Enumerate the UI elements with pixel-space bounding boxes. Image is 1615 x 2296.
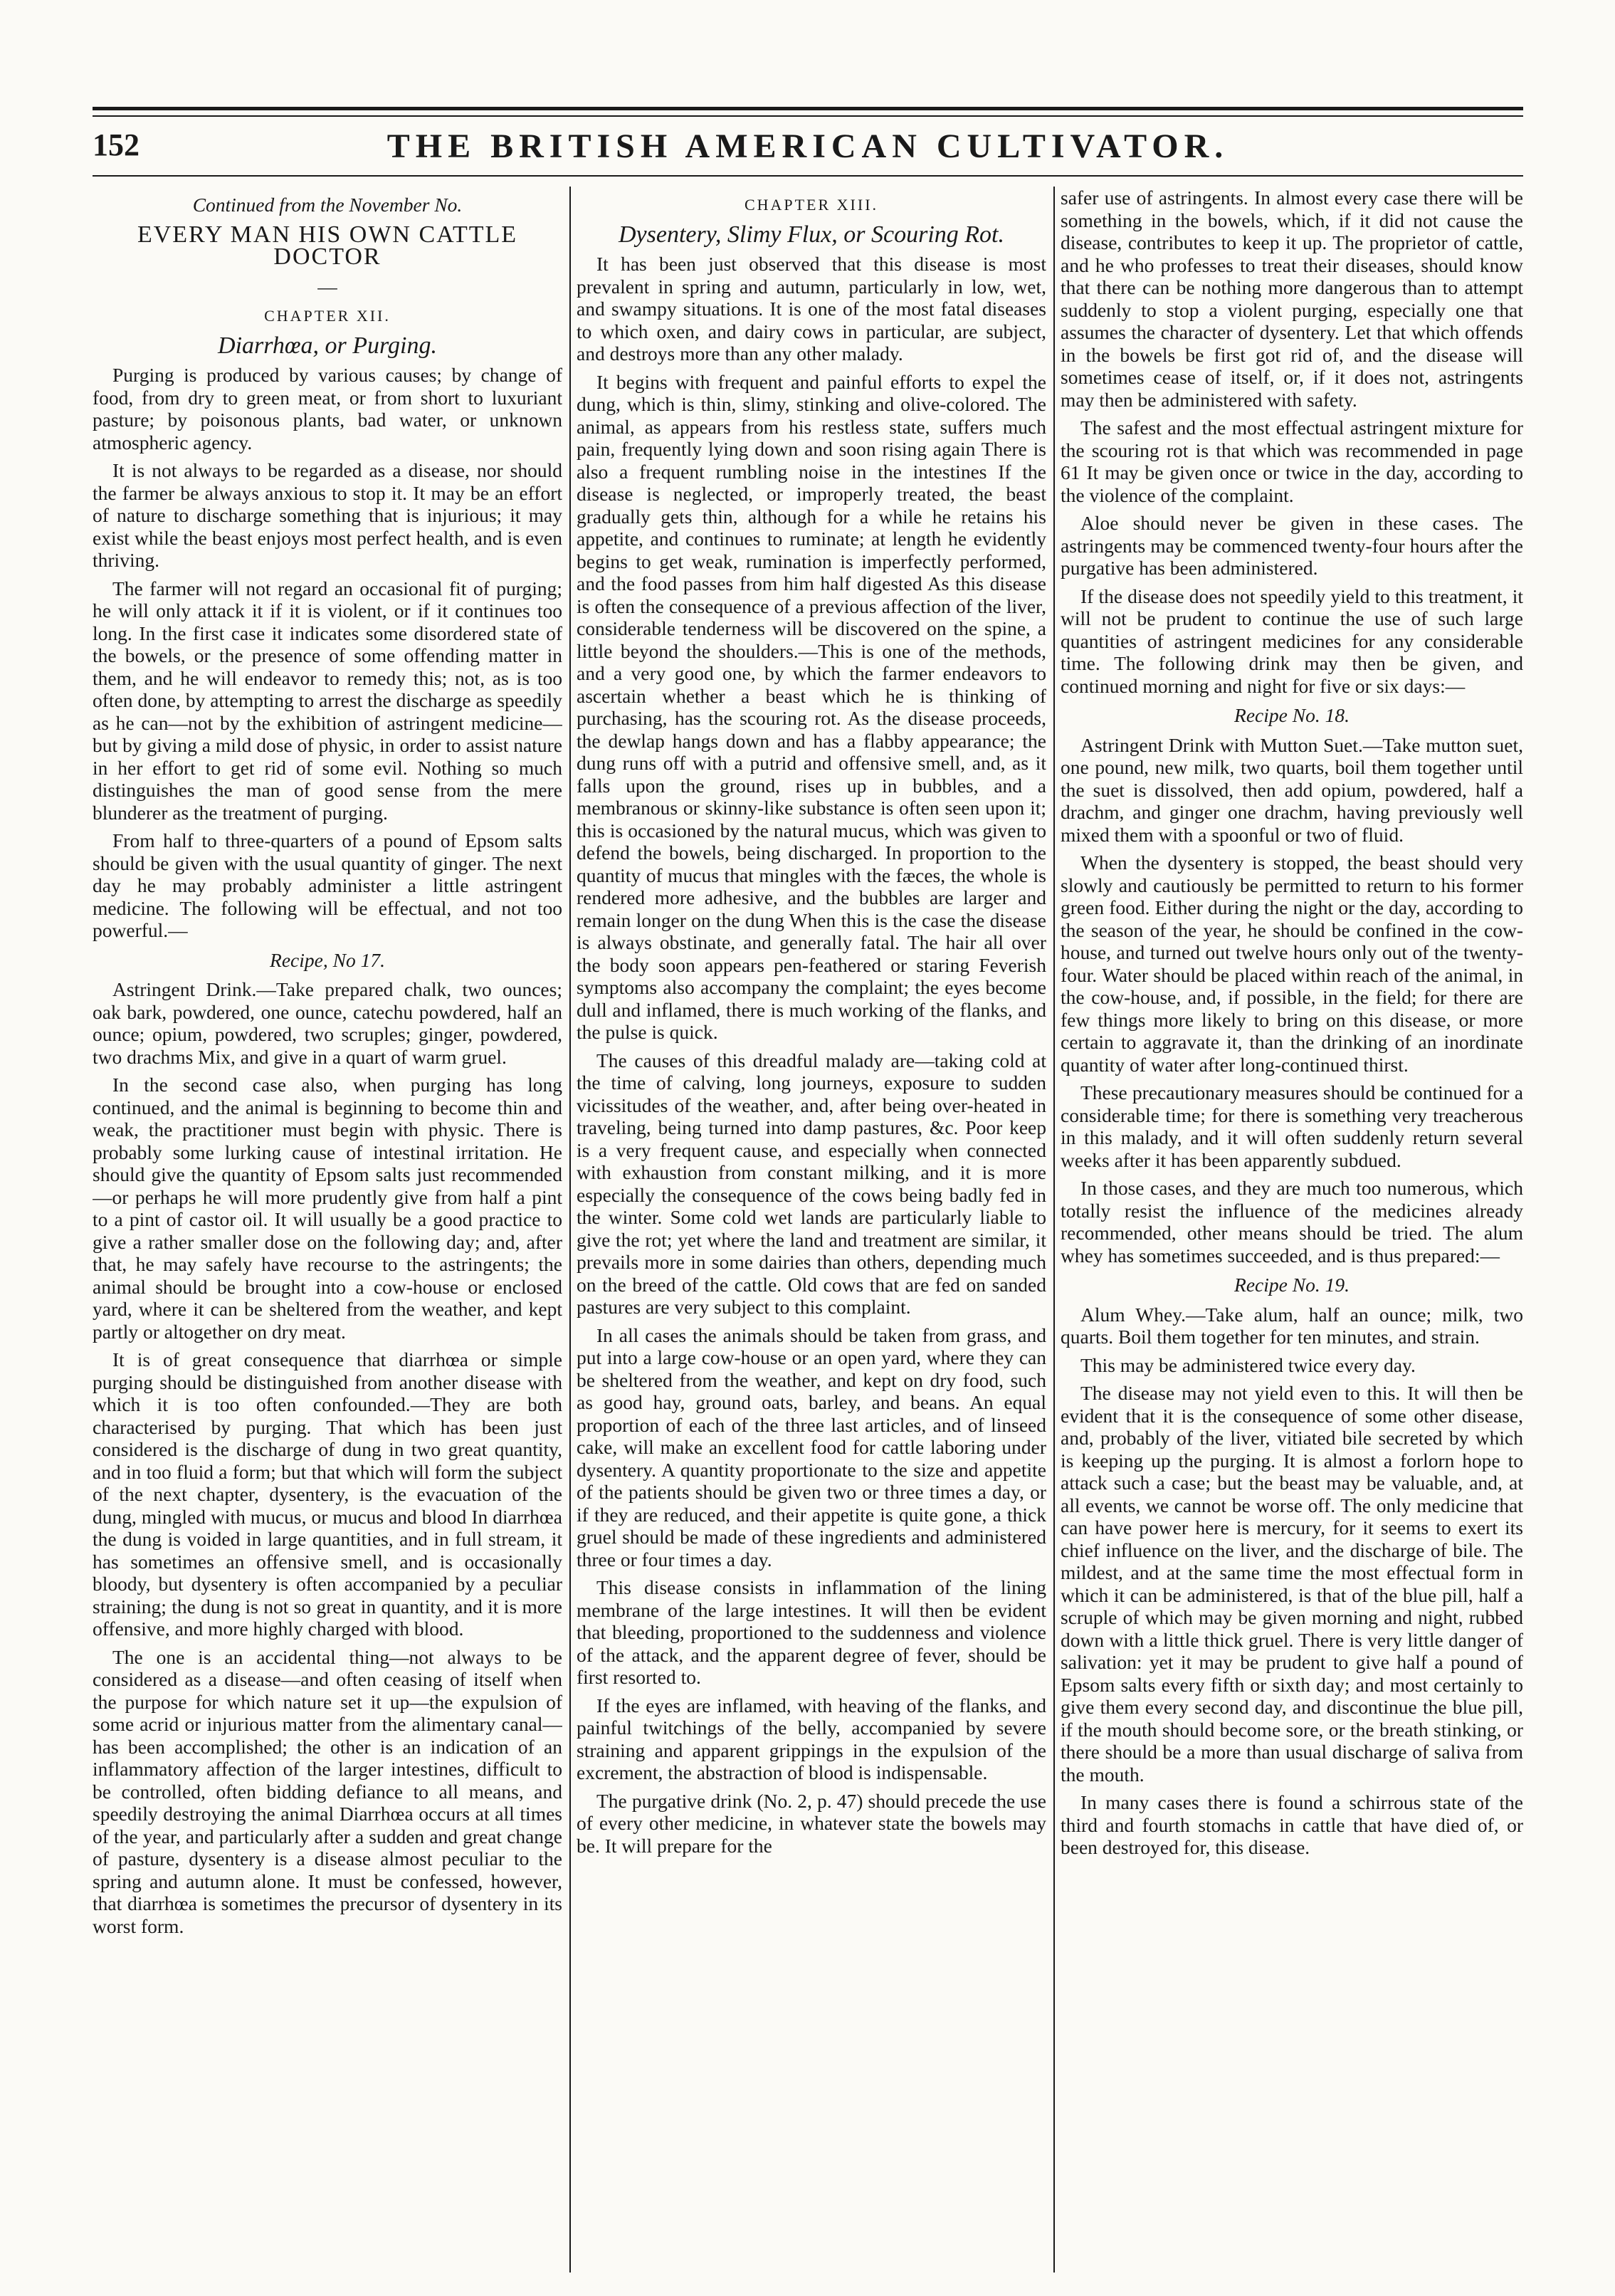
chapter-title: Dysentery, Slimy Flux, or Scouring Rot.: [618, 221, 1004, 248]
paragraph: The causes of this dreadful malady are—taking cold at the time of calving, long journeys, exposure to sudden vicissitudes of the weather, and, after being over-heated in traveling, being turned into damp pastures, &c. Poor keep is a very frequent cause, and especially when connected with exhaustion from constant milking, and it is more especially the consequence of the cows being badly fed in the winter. Some cold wet lands are particularly liable to give the rot; yet where the land and treatment are similar, it prevails more in some dairies than others, depending much on the breed of the cattle. Old cows that are fed on sanded pastures are very subject to this complaint.: [577, 1049, 1046, 1318]
paragraph: The disease may not yield even to this. It will then be evident that it is the consequence of some other disease, and, probably of the liver, vitiated bile secreted by which is keeping up the purging. It is almost a forlorn hope to attack such a case; but the beast may be valuable, and, at all events, we cannot be worse off. The only medicine that can have power here is mercury, for it seems to exert its chief influence on the liver, and the discharge of bile. The mildest, and at the same time the most effectual form in which it can be administered, is that of the blue pill, half a scruple of which may be given morning and night, rubbed down with a little thick gruel. There is very little danger of salivation: yet it may be prudent to give half a pound of Epsom salts every fifth or sixth day; and most certainly to give them every second day, and discontinue the blue pill, if the mouth should become sore, or the breath stinking, or there should be a more than usual discharge of saliva from the mouth.: [1061, 1382, 1523, 1786]
divider-dash: —: [317, 275, 337, 298]
paragraph: This may be administered twice every day.: [1080, 1353, 1416, 1376]
paragraph: In all cases the animals should be taken from grass, and put into a large cow-house or an open yard, where they can be sheltered from the weather, and kept on dry food, such as good hay, ground oats, barley, and beans. An equal proportion of each of the three last articles, and of linseed cake, will make an excellent food for cattle laboring under dysentery. A quantity proportionate to the size and appetite of the patients should be given two or three times a day, or if they are reduced, and their appetite is quite gone, a thick gruel should be made of these ingredients and administered three or four times a day.: [577, 1323, 1046, 1571]
recipe-text: Astringent Drink.—Take prepared chalk, two ounces; oak bark, powdered, one ounce, catechu powdered, half an ounce; opium, powdered, two scruples; ginger, powdered, two drachms Mix, and give in a quart of warm gruel.: [93, 978, 562, 1068]
recipe-title: Recipe, No 17.: [270, 948, 385, 971]
paragraph: If the disease does not speedily yield to this treatment, it will not be prudent to continue the use of such large quantities of astringent medicines for any considerable time. The following drink may then be given, and continued morning and night for five or six days:—: [1061, 585, 1523, 697]
paragraph: safer use of astringents. In almost every case there will be something in the bowels, which, if it did not cause the disease, contributes to keep it up. The proprietor of cattle, and he who professes to treat their diseases, should know that there can be nothing more dangerous than to attempt suddenly to stop a violent purging, especially one that assumes the character of dysentery. Let that which offends in the bowels be first got rid of, and the disease will sometimes cease of itself, or, if it does not, astringents may then be administered with safety.: [1061, 187, 1523, 411]
paragraph: If the eyes are inflamed, with heaving of the flanks, and painful twitchings of the belly, accompanied by severe straining and apparent grippings in the expulsion of the excrement, the abstraction of blood is indispensable.: [577, 1694, 1046, 1783]
chapter-number: CHAPTER XII.: [264, 307, 391, 325]
paragraph: When the dysentery is stopped, the beast should very slowly and cautiously be permitted to return to his former green food. Either during the night or the day, according to the season of the year, he should be confined in the cow-house, and turned out twelve hours only out of the twenty-four. Water should be placed within reach of the animal, in the cow-house, and, if possible, in the field; for there are few things more likely to bring on this disease, or more certain to aggravate it, than the drinking of an inordinate quantity of water after long-continued thirst.: [1061, 851, 1523, 1076]
paragraph: It is not always to be regarded as a disease, nor should the farmer be always anxious to stop it. It may be an effort of nature to discharge something that is injurious; it may exist while the beast enjoys most perfect health, and is even thriving.: [93, 459, 562, 571]
paragraph: These precautionary measures should be continued for a considerable time; for there is something very treacherous in this malady, and it will often suddenly return several weeks after it has been apparently subdued.: [1061, 1081, 1523, 1171]
journal-title: THE BRITISH AMERICAN CULTIVATOR.: [386, 127, 1229, 165]
chapter-title: Diarrhœa, or Purging.: [218, 332, 437, 359]
chapter-number: CHAPTER XIII.: [744, 196, 879, 214]
paragraph: The safest and the most effectual astringent mixture for the scouring rot is that which was recommended in page 61 It may be given once or twice in the day, according to the violence of the complaint.: [1061, 416, 1523, 506]
recipe-title: Recipe No. 19.: [1234, 1274, 1350, 1296]
paragraph: The one is an accidental thing—not always to be considered as a disease—and often ceasing of itself when the purpose for which nature set it up—the expulsion of some acrid or injurious matter from the alimentary canal—has been accomplished; the other is an indication of an inflammatory affection of the larger intestines, difficult to be controlled, often bidding defiance to all means, and speedily destroying the animal Diarrhœa occurs at all times of the year, and particularly after a sudden and great change of pasture, dysentery is a disease almost peculiar to the spring and autumn alone. It must be confessed, however, that diarrhœa is sometimes the precursor of dysentery in its worst form.: [93, 1645, 562, 1937]
continued-note: Continued from the November No.: [192, 194, 463, 216]
paragraph: The farmer will not regard an occasional fit of purging; he will only attack it if it is violent, or if it continues too long. In the first case it indicates some disordered state of the bowels, or the presence of some offending matter in them, and he will endeavor to remedy this; not, as is too often done, by attempting to arrest the discharge as speedily as he can—not by the exhibition of astringent medicine—but by giving a mild dose of physic, in order to assist nature in her effort to get rid of some evil. Nothing so much distinguishes the man of good sense from the mere blunderer as the treatment of purging.: [93, 577, 562, 824]
page-number: 152: [93, 127, 140, 162]
recipe-text: Alum Whey.—Take alum, half an ounce; milk, two quarts. Boil them together for ten minutes, and strain.: [1061, 1303, 1523, 1348]
column-3: [1061, 187, 1523, 2273]
header-rule-thin: [93, 115, 1523, 117]
paragraph: Purging is produced by various causes; by change of food, from dry to green meat, or from short to luxuriant pasture; by poisonous plants, bad water, or unknown atmospheric agency.: [93, 364, 562, 454]
recipe-title: Recipe No. 18.: [1234, 704, 1350, 726]
column-2: [577, 187, 1046, 2273]
paragraph: The purgative drink (No. 2, p. 47) should precede the use of every other medicine, in whatever state the bowels may be. It will prepare for the: [577, 1789, 1046, 1857]
paragraph: This disease consists in inflammation of the lining membrane of the large intestines. It will then be evident that bleeding, proportioned to the suddenness and violence of the attack, and the apparent degree of fever, should be first resorted to.: [577, 1576, 1046, 1688]
recipe-text: Astringent Drink with Mutton Suet.—Take mutton suet, one pound, new milk, two quarts, boil them together until the suet is dissolved, then add opium, powdered, half a drachm, and ginger one drachm, having previously well mixed them with a spoonful or two of fluid.: [1061, 733, 1523, 846]
paragraph: It begins with frequent and painful efforts to expel the dung, which is thin, slimy, stinking and olive-colored. The animal, as appears from his restless state, suffers much pain, frequently lying down and soon rising again There is also a frequent rumbling noise in the intestines If the disease is neglected, or improperly treated, the beast gradually gets thin, although for a while he retains his appetite, and continues to ruminate; at length he evidently begins to get weak, rumination is imperfectly performed, and the food passes from him half digested As this disease is often the consequence of a previous affection of the liver, considerable tenderness will be discovered on the spine, a little beyond the shoulders.—This is one of the methods, and a very good one, by which the farmer endeavors to ascertain whether a beast which he is thinking of purchasing, has the scouring rot. As the disease proceeds, the dewlap hangs down and has a flabby appearance; the dung runs off with a putrid and offensive smell, and, as it falls upon the ground, rises up in bubbles, and a membranous or skinny-like substance is often seen upon it; this is occasioned by the natural mucus, which was given to defend the bowels, being discharged. In proportion to the quantity of mucus that mingles with the fæces, the whole is rendered more adhesive, and the bubbles are larger and remain longer on the dung When this is the case the disease is always obstinate, and generally fatal. The hair all over the body soon appears pen-feathered or staring Feverish symptoms also accompany the complaint; the eyes become dull and inflamed, there is much working of the flanks, and the pulse is quick.: [577, 370, 1046, 1043]
paragraph: From half to three-quarters of a pound of Epsom salts should be given with the usual quantity of ginger. The next day he may probably administer a little astringent medicine. The following will be effectual, and not too powerful.—: [93, 829, 562, 941]
paragraph: In many cases there is found a schirrous state of the third and fourth stomachs in cattle that have died of, or been destroyed for, this disease.: [1061, 1791, 1523, 1858]
paragraph: In those cases, and they are much too numerous, which totally resist the influence of the medicines already recommended, other means should be tried. The alum whey has sometimes succeeded, and is thus prepared:—: [1061, 1177, 1523, 1267]
header-rule-bottom: [93, 175, 1523, 177]
column-divider-2: [1053, 187, 1055, 2273]
column-divider-1: [569, 187, 571, 2273]
paragraph: It has been just observed that this disease is most prevalent in spring and autumn, particularly in low, wet, and swampy situations. It is one of the most fatal diseases to which oxen, and dairy cows in particular, are subject, and destroys more than any other malady.: [577, 253, 1046, 365]
header-rule-top: [93, 107, 1523, 110]
paragraph: It is of great consequence that diarrhœa or simple purging should be distinguished from another disease with which it is too often confounded.—They are both characterised by purging. That which has been just considered is the discharge of dung in two great quantity, and in too fluid a form; but that which will form the subject of the next chapter, dysentery, is the evacuation of the dung, mingled with mucus, or mucus and blood In diarrhœa the dung is voided in large quantities, and in full stream, it has sometimes an offensive smell, and is occasionally bloody, but dysentery is often accompanied by a peculiar straining; the dung is not so great in quantity, and it is more offensive, and more highly charged with blood.: [93, 1348, 562, 1640]
column-1: [93, 187, 562, 2273]
paragraph: In the second case also, when purging has long continued, and the animal is beginning to become thin and weak, the practitioner must begin with physic. There is probably some lurking cause of intestinal irritation. He should give the quantity of Epsom salts just recommended—or perhaps he will more prudently give from half a pint to a pint of castor oil. It will usually be a good practice to give a rather smaller dose on the following day; and, after that, he may safely have recourse to the astringents; the animal should be brought into a cow-house or enclosed yard, where it can be sheltered from the weather, and kept partly or altogether on dry meat.: [93, 1074, 562, 1343]
page-header: [93, 127, 1523, 169]
series-title: EVERY MAN HIS OWN CATTLE DOCTOR: [137, 221, 518, 270]
paragraph: Aloe should never be given in these cases. The astringents may be commenced twenty-four hours after the purgative has been administered.: [1061, 512, 1523, 579]
